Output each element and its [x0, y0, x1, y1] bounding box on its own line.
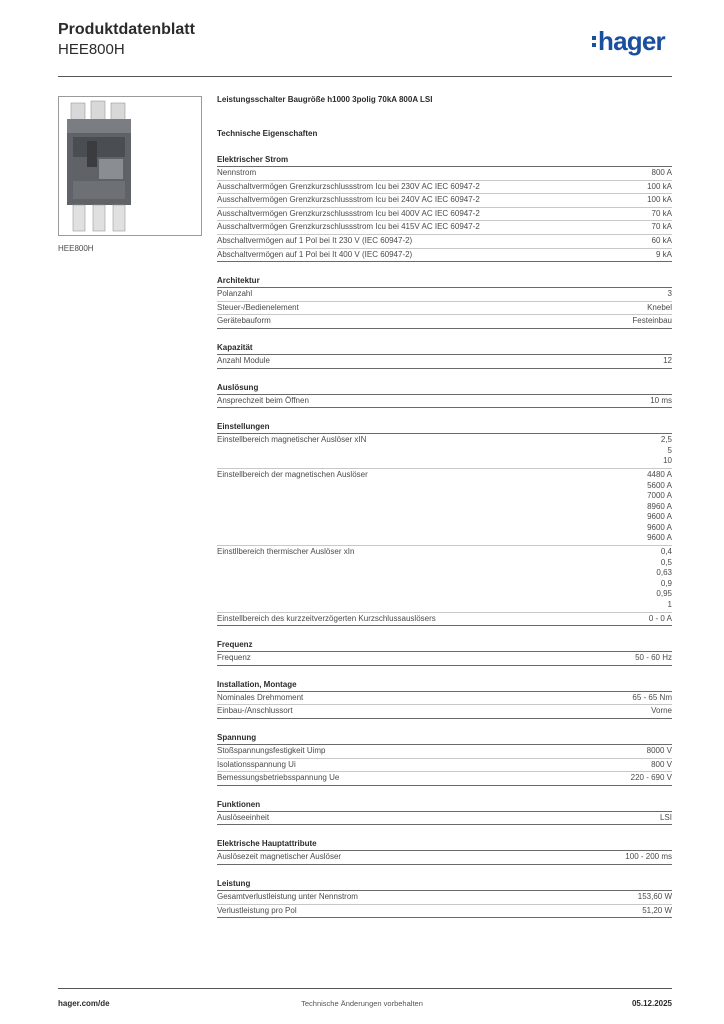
spec-label: Auslösezeit magnetischer Auslöser: [217, 852, 342, 862]
hager-logo: [592, 28, 665, 54]
spec-row: [217, 167, 672, 181]
spec-section: [217, 342, 672, 369]
spec-section: [217, 275, 672, 329]
spec-value: 0,95: [656, 589, 672, 599]
footer-divider: [58, 988, 672, 989]
spec-values: [638, 892, 672, 903]
section-title: Elektrische Hauptattribute: [217, 838, 672, 851]
spec-values: [652, 168, 672, 179]
logo-dots-icon: [592, 33, 596, 50]
spec-label: Frequenz: [217, 653, 251, 663]
spec-value: 800 V: [651, 759, 672, 769]
spec-values: [642, 906, 672, 917]
section-title: Leistung: [217, 878, 672, 891]
image-caption: HEE800H: [58, 244, 94, 253]
spec-label: Gerätebauform: [217, 316, 271, 326]
spec-values: [660, 813, 672, 824]
spec-value: 12: [663, 355, 672, 365]
spec-values: [632, 316, 672, 327]
spec-values: [652, 209, 672, 220]
spec-row: [217, 288, 672, 302]
spec-label: Bemessungsbetriebsspannung Ue: [217, 773, 340, 783]
spec-row: [217, 759, 672, 773]
footer-website: hager.com/de: [58, 999, 110, 1008]
spec-values: [652, 222, 672, 233]
spec-label: Ansprechzeit beim Öffnen: [217, 395, 309, 405]
spec-value: 60 kA: [651, 235, 672, 245]
spec-label: Ausschaltvermögen Grenzkurzschlussstrom Icu bei 230V AC IEC 60947-2: [217, 181, 480, 191]
spec-content: [217, 95, 672, 918]
spec-value: 100 kA: [647, 195, 672, 205]
spec-value: 0,5: [660, 557, 672, 567]
spec-row: [217, 546, 672, 613]
spec-row: [217, 249, 672, 263]
spec-values: [651, 706, 672, 717]
spec-row: [217, 395, 672, 409]
spec-values: [649, 614, 672, 625]
spec-value: 7000 A: [647, 491, 672, 501]
spec-row: [217, 851, 672, 865]
spec-values: [647, 746, 672, 757]
spec-label: Ausschaltvermögen Grenzkurzschlussstrom Icu bei 240V AC IEC 60947-2: [217, 195, 480, 205]
spec-value: 5: [667, 445, 672, 455]
spec-value: 100 kA: [647, 181, 672, 191]
spec-label: Ausschaltvermögen Grenzkurzschlussstrom Icu bei 415V AC IEC 60947-2: [217, 222, 480, 232]
section-title: Elektrischer Strom: [217, 154, 672, 167]
spec-label: Anzahl Module: [217, 355, 270, 365]
spec-row: [217, 181, 672, 195]
spec-label: Abschaltvermögen auf 1 Pol bei It 230 V (IEC 60947-2): [217, 235, 413, 245]
spec-row: [217, 891, 672, 905]
section-title: Spannung: [217, 732, 672, 745]
spec-section: [217, 732, 672, 786]
spec-value: 3: [667, 289, 672, 299]
spec-values: [635, 653, 672, 664]
spec-row: [217, 613, 672, 627]
footer-date: 05.12.2025: [631, 999, 672, 1008]
spec-value: Vorne: [651, 706, 672, 716]
spec-row: [217, 315, 672, 329]
spec-label: Einbau-/Anschlussort: [217, 706, 293, 716]
spec-value: 8000 V: [646, 746, 672, 755]
spec-label: Steuer-/Bedienelement: [217, 302, 299, 312]
spec-values: [632, 693, 672, 704]
spec-value: LSI: [659, 812, 672, 822]
product-name: Leistungsschalter Baugröße h1000 3polig 70kA 800A LSI: [217, 95, 433, 104]
spec-values: [652, 236, 672, 247]
spec-value: 9600 A: [647, 522, 672, 532]
spec-label: Einstellbereich magnetischer Auslöser xIN: [217, 435, 367, 445]
spec-values: [647, 195, 672, 206]
spec-label: Einstellbereich der magnetischen Auslöser: [217, 469, 368, 479]
spec-label: Auslöseeinheit: [217, 812, 270, 822]
spec-row: [217, 652, 672, 666]
spec-value: 1: [667, 600, 672, 610]
spec-row: [217, 812, 672, 826]
section-title: Architektur: [217, 275, 672, 288]
spec-values: [663, 356, 672, 367]
spec-label: Polanzahl: [217, 289, 253, 299]
section-title: Installation, Montage: [217, 679, 672, 692]
spec-value: 800 A: [651, 168, 672, 177]
spec-values: [656, 547, 672, 611]
spec-value: 8960 A: [647, 501, 672, 511]
spec-row: [217, 692, 672, 706]
spec-row: [217, 194, 672, 208]
spec-section: [217, 799, 672, 826]
spec-value: 10: [663, 456, 672, 466]
spec-label: Gesamtverlustleistung unter Nennstrom: [217, 891, 358, 901]
logo-text: hager: [598, 26, 665, 56]
spec-values: [631, 773, 672, 784]
spec-values: [668, 289, 672, 300]
spec-value: 2,5: [660, 435, 672, 445]
spec-value: 0 - 0 A: [648, 613, 672, 623]
spec-row: [217, 705, 672, 719]
spec-values: [661, 435, 672, 467]
tech-heading: Technische Eigenschaften: [217, 129, 318, 138]
spec-label: Einstllbereich thermischer Auslöser xIn: [217, 547, 355, 557]
spec-value: 9 kA: [655, 249, 672, 259]
spec-label: Abschaltvermögen auf 1 Pol bei It 400 V (IEC 60947-2): [217, 249, 413, 259]
spec-row: [217, 302, 672, 316]
section-title: Funktionen: [217, 799, 672, 812]
spec-section: [217, 878, 672, 918]
spec-section: [217, 382, 672, 409]
spec-row: [217, 434, 672, 469]
spec-value: 0,4: [660, 547, 672, 557]
spec-value: 0,63: [656, 568, 672, 578]
spec-value: 70 kA: [651, 208, 672, 218]
header-divider: [58, 76, 672, 77]
spec-row: [217, 772, 672, 786]
spec-value: 220 - 690 V: [630, 773, 672, 783]
spec-value: 70 kA: [651, 222, 672, 232]
product-code: HEE800H: [58, 41, 125, 58]
spec-row: [217, 235, 672, 249]
spec-section: [217, 154, 672, 262]
section-title: Einstellungen: [217, 421, 672, 434]
spec-values: [656, 250, 672, 261]
section-title: Frequenz: [217, 639, 672, 652]
spec-value: 10 ms: [650, 395, 672, 405]
spec-label: Ausschaltvermögen Grenzkurzschlussstrom Icu bei 400V AC IEC 60947-2: [217, 208, 480, 218]
page-title: Produktdatenblatt: [58, 21, 195, 38]
spec-value: 9600 A: [647, 512, 672, 522]
spec-row: [217, 355, 672, 369]
spec-section: [217, 421, 672, 626]
spec-values: [647, 470, 672, 544]
spec-label: Nennstrom: [217, 168, 257, 177]
spec-values: [647, 182, 672, 193]
spec-label: Nominales Drehmoment: [217, 692, 304, 702]
spec-label: Einstellbereich des kurzzeitverzögerten Kurzschlussauslösers: [217, 613, 436, 623]
spec-row: [217, 208, 672, 222]
spec-section: [217, 639, 672, 666]
product-image-frame: [58, 96, 202, 236]
spec-value: Knebel: [647, 302, 672, 312]
spec-value: 65 - 65 Nm: [632, 692, 672, 702]
spec-value: 51,20 W: [642, 905, 672, 915]
spec-value: 9600 A: [647, 533, 672, 543]
spec-row: [217, 745, 672, 759]
spec-label: Isolationsspannung Ui: [217, 759, 296, 769]
spec-row: [217, 221, 672, 235]
circuit-breaker-icon: [59, 97, 201, 235]
spec-values: [650, 396, 672, 407]
spec-section: [217, 838, 672, 865]
spec-values: [647, 303, 672, 314]
spec-value: 100 - 200 ms: [625, 852, 672, 862]
spec-values: [625, 852, 672, 863]
section-title: Auslösung: [217, 382, 672, 395]
spec-value: 0,9: [660, 578, 672, 588]
spec-value: 4480 A: [647, 469, 672, 479]
spec-value: 153,60 W: [637, 891, 672, 901]
spec-label: Stoßspannungsfestigkeit Uimp: [217, 746, 326, 755]
spec-section: [217, 679, 672, 719]
spec-values: [651, 760, 672, 771]
footer-notice: Technische Änderungen vorbehalten: [301, 999, 423, 1008]
spec-value: Festeinbau: [632, 316, 672, 326]
spec-row: [217, 905, 672, 919]
section-title: Kapazität: [217, 342, 672, 355]
spec-row: [217, 469, 672, 546]
spec-sections: [217, 154, 672, 918]
spec-label: Verlustleistung pro Pol: [217, 905, 297, 915]
spec-value: 50 - 60 Hz: [635, 653, 672, 663]
spec-value: 5600 A: [647, 480, 672, 490]
